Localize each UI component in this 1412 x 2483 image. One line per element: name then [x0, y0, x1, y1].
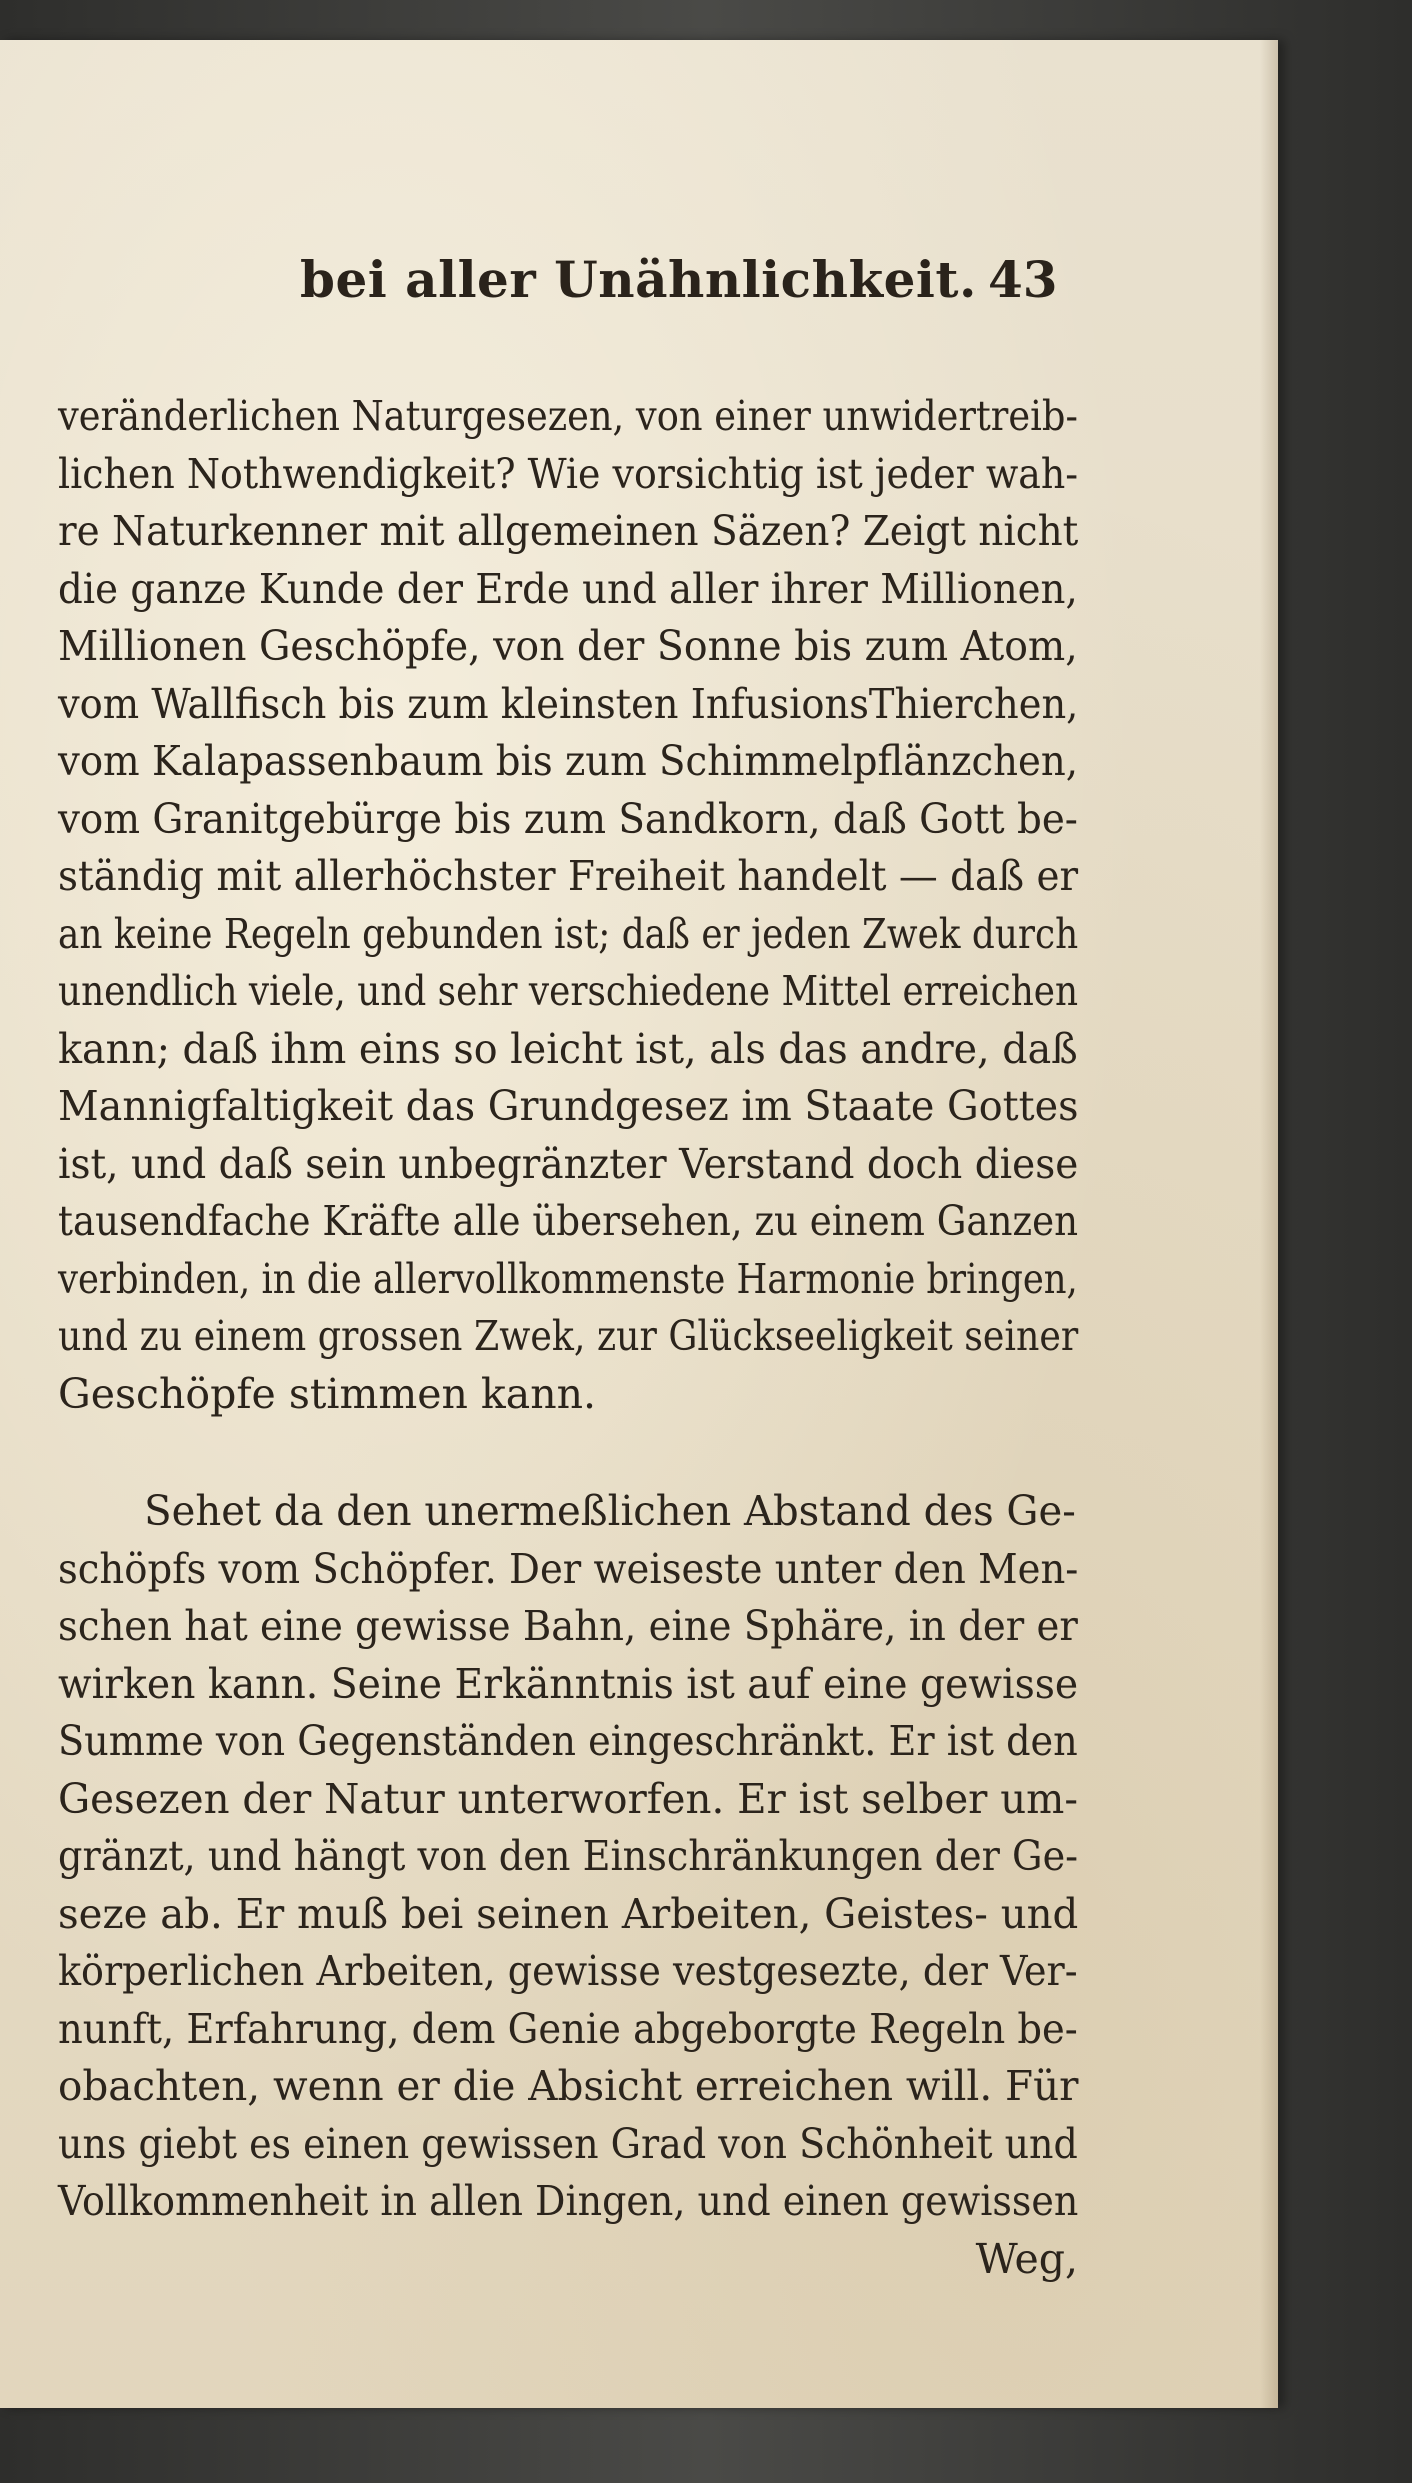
text-line: seze ab. Er muß bei seinen Arbeiten, Geistes- und [58, 1889, 1079, 1938]
text-line: Vollkommenheit in allen Dingen, und einen gewissen [58, 2177, 1079, 2225]
text-line: körperlichen Arbeiten, gewisse vestgesezte, der Ver- [58, 1947, 1078, 1995]
book-page [0, 40, 1278, 2408]
text-line: re Naturkenner mit allgemeinen Säzen? Zeigt nicht [58, 507, 1079, 555]
text-line: die ganze Kunde der Erde und aller ihrer Millionen, [58, 564, 1078, 613]
text-line: Mannigfaltigkeit das Grundgesez im Staate Gottes [58, 1082, 1079, 1130]
page-number: 43 [988, 250, 1058, 309]
text-line: tausendfache Kräfte alle übersehen, zu einem Ganzen [58, 1197, 1079, 1245]
text-line: vom Wallfisch bis zum kleinsten InfusionsThierchen, [58, 679, 1079, 728]
text-line: unendlich viele, und sehr verschiedene Mittel erreichen [58, 967, 1079, 1015]
text-line: vom Kalapassenbaum bis zum Schimmelpflänzchen, [58, 737, 1078, 785]
text-line: Summe von Gegenständen eingeschränkt. Er ist den [58, 1717, 1078, 1765]
text-line: schöpfs vom Schöpfer. Der weiseste unter den Men- [58, 1544, 1079, 1593]
paragraph-2 [58, 1483, 1078, 2231]
text-line: und zu einem grossen Zwek, zur Glückseeligkeit seiner [58, 1312, 1079, 1360]
paragraph-gap [58, 1423, 1078, 1483]
body-text [58, 388, 1078, 2288]
text-line: Sehet da den unermeßlichen Abstand des Ge- [144, 1487, 1076, 1535]
text-line: vom Granitgebürge bis zum Sandkorn, daß Gott be- [58, 794, 1078, 843]
text-line: gränzt, und hängt von den Einschränkungen der Ge- [58, 1832, 1079, 1880]
text-line: ist, und daß sein unbegränzter Verstand doch diese [58, 1139, 1079, 1188]
text-line: Millionen Geschöpfe, von der Sonne bis zum Atom, [58, 622, 1078, 670]
catchword: Weg, [975, 2234, 1078, 2283]
text-line: uns giebt es einen gewissen Grad von Schönheit und [58, 2119, 1078, 2168]
page-header [0, 250, 1278, 330]
page-edge-shadow [1260, 40, 1278, 2408]
text-line: verbinden, in die allervollkommenste Harmonie bringen, [58, 1254, 1078, 1303]
text-line: lichen Nothwendigkeit? Wie vorsichtig ist jeder wah- [58, 449, 1079, 498]
text-line: wirken kann. Seine Erkänntnis ist auf eine gewisse [58, 1659, 1079, 1708]
text-line: Gesezen der Natur unterworfen. Er ist selber um- [58, 1774, 1078, 1823]
paragraph-1 [58, 388, 1078, 1423]
text-line: nunft, Erfahrung, dem Genie abgeborgte Regeln be- [58, 2004, 1078, 2053]
text-line: obachten, wenn er die Absicht erreichen will. Für [58, 2062, 1079, 2110]
text-line: veränderlichen Naturgesezen, von einer unwidertreib- [58, 392, 1078, 440]
text-line: Geschöpfe stimmen kann. [58, 1369, 597, 1418]
text-line: an keine Regeln gebunden ist; daß er jeden Zwek durch [58, 909, 1079, 958]
text-line: schen hat eine gewisse Bahn, eine Sphäre, in der er [58, 1602, 1078, 1650]
text-line: ständig mit allerhöchster Freiheit handelt — daß er [58, 852, 1079, 900]
running-head: bei aller Unähnlichkeit. [300, 250, 977, 309]
text-line: kann; daß ihm eins so leicht ist, als das andre, daß [58, 1024, 1078, 1073]
